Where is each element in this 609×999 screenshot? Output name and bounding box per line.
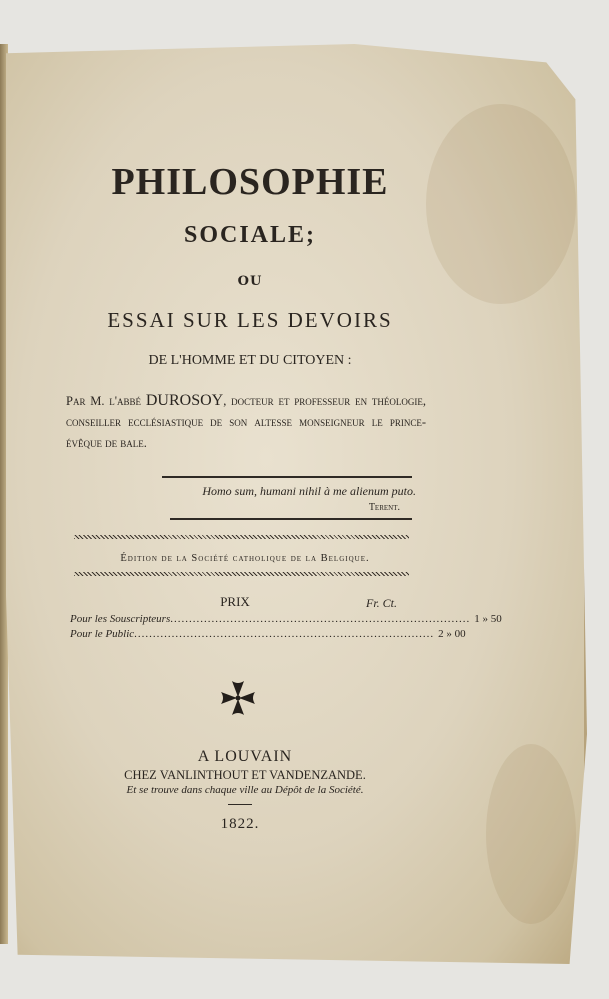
price-row [70, 613, 502, 625]
price-row-value: 1 » 50 [474, 613, 502, 625]
title-connector: OU [237, 274, 263, 289]
dot-leader: ................................................................................ [170, 613, 471, 625]
price-row-label: Pour le Public [70, 628, 135, 640]
title-line-2: SOCIALE; [183, 222, 317, 248]
imprint-printer: CHEZ VANLINTHOUT ET VANDENZANDE. [124, 768, 366, 782]
imprint-rule [228, 804, 252, 805]
author-description: , docteur et professeur en théologie, conseiller ecclésiastique de son altesse monseigneur le prince-évêque de bale. [66, 394, 427, 450]
epigraph-text: Homo sum, humani nihil à me alienum puto. [202, 484, 416, 498]
epigraph-top-rule [162, 476, 412, 478]
epigraph-bottom-rule [170, 518, 412, 520]
price-row-label: Pour les Souscripteurs [70, 613, 171, 625]
imprint-place: A LOUVAIN [197, 748, 293, 765]
title-line-3: ESSAI SUR LES DEVOIRS [107, 308, 393, 332]
author-name: DUROSOY [145, 392, 224, 409]
edition-bottom-border [74, 572, 409, 576]
title-line-1: PHILOSOPHIE [111, 161, 389, 203]
edition-statement: Édition de la Société catholique de la Belgique. [120, 553, 370, 564]
paper-stain [426, 104, 576, 304]
imprint-year: 1822. [220, 816, 260, 832]
cross-ornament-icon [218, 678, 258, 718]
edition-top-border [74, 535, 409, 539]
author-statement [66, 390, 426, 454]
price-row [70, 628, 466, 640]
paper-stain [486, 744, 576, 924]
imprint-depot: Et se trouve dans chaque ville au Dépôt de la Société. [126, 784, 364, 796]
epigraph-source: Terent. [368, 502, 400, 513]
dot-leader: ................................................................................ [134, 628, 435, 640]
price-unit: Fr. Ct. [366, 596, 398, 610]
author-prefix: Par M. l'abbé [66, 394, 142, 408]
price-heading: PRIX [220, 594, 250, 609]
title-line-4: DE L'HOMME ET DU CITOYEN : [148, 353, 352, 368]
price-row-value: 2 » 00 [438, 628, 466, 640]
